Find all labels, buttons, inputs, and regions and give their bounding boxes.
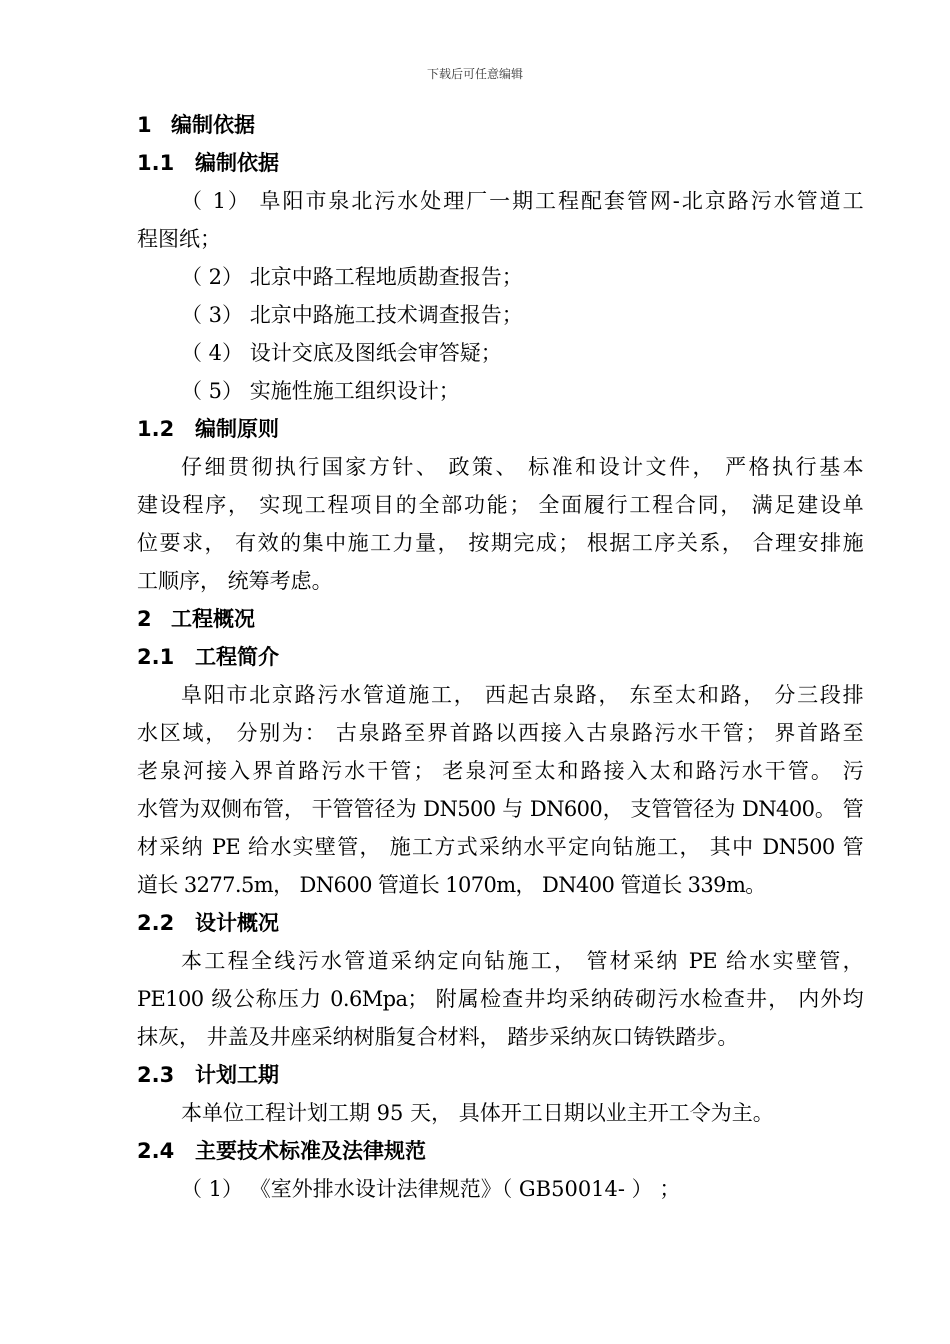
section-number: 2 [137, 607, 152, 631]
document-body [137, 106, 863, 1208]
paragraph-line: 工顺序， 统筹考虑。 [137, 569, 333, 593]
section-number: 1 [137, 113, 152, 137]
paragraph-line: 本单位工程计划工期 95 天， 具体开工日期以业主开工令为主。 [181, 1101, 774, 1125]
paragraph-line: 阜阳市北京路污水管道施工， 西起古泉路， 东至太和路， 分三段排 [181, 683, 863, 707]
paragraph-line: 位要求， 有效的集中施工力量， 按期完成； 根据工序关系， 合理安排施 [137, 531, 863, 555]
section-title: 工程简介 [195, 645, 279, 669]
section-number: 1.1 [137, 151, 175, 175]
paragraph-line: 水管为双侧布管， 干管管径为 DN500 与 DN600， 支管管径为 DN400。 管 [137, 797, 863, 821]
section-heading-1-2 [137, 410, 863, 448]
section-title: 编制原则 [195, 417, 279, 441]
paragraph-line: 材采纳 PE 给水实壁管， 施工方式采纳水平定向钻施工， 其中 DN500 管 [137, 835, 863, 859]
section-heading-1-1 [137, 144, 863, 182]
section-number: 1.2 [137, 417, 175, 441]
section-heading-2-2 [137, 904, 863, 942]
section-heading-2-1 [137, 638, 863, 676]
list-item: （ 3） 北京中路施工技术调查报告； [181, 303, 523, 327]
list-item: （ 1） 《室外排水设计法律规范》（ GB50014- ） ； [181, 1177, 681, 1201]
list-item: （ 1） 阜阳市泉北污水处理厂一期工程配套管网-北京路污水管道工 [181, 189, 863, 213]
section-number: 2.1 [137, 645, 175, 669]
section-heading-2-3 [137, 1056, 863, 1094]
paragraph-line: 抹灰， 井盖及井座采纳树脂复合材料， 踏步采纳灰口铸铁踏步。 [137, 1025, 739, 1049]
section-number: 2.4 [137, 1139, 175, 1163]
paragraph-line: 建设程序， 实现工程项目的全部功能； 全面履行工程合同， 满足建设单 [137, 493, 863, 517]
page-header-note: 下载后可任意编辑 [426, 67, 523, 81]
paragraph-line: 本工程全线污水管道采纳定向钻施工， 管材采纳 PE 给水实壁管， [181, 949, 863, 973]
paragraph-line: 道长 3277.5m， DN600 管道长 1070m， DN400 管道长 339m。 [137, 873, 766, 897]
section-title: 计划工期 [195, 1063, 279, 1087]
paragraph-line: 老泉河接入界首路污水干管； 老泉河至太和路接入太和路污水干管。 污 [137, 759, 863, 783]
section-heading-2-4 [137, 1132, 863, 1170]
section-number: 2.2 [137, 911, 175, 935]
section-title: 设计概况 [195, 911, 279, 935]
section-heading-1 [137, 106, 863, 144]
list-item: （ 2） 北京中路工程地质勘查报告； [181, 265, 523, 289]
section-heading-2 [137, 600, 863, 638]
list-item: （ 4） 设计交底及图纸会审答疑； [181, 341, 502, 365]
paragraph-line: 水区域， 分别为： 古泉路至界首路以西接入古泉路污水干管； 界首路至 [137, 721, 863, 745]
list-item: （ 5） 实施性施工组织设计； [181, 379, 460, 403]
section-title: 工程概况 [171, 607, 255, 631]
section-title: 编制依据 [171, 113, 255, 137]
paragraph-line: 仔细贯彻执行国家方针、 政策、 标准和设计文件， 严格执行基本 [181, 455, 863, 479]
section-title: 编制依据 [195, 151, 279, 175]
section-title: 主要技术标准及法律规范 [195, 1139, 426, 1163]
paragraph-line: PE100 级公称压力 0.6Mpa； 附属检查井均采纳砖砌污水检查井， 内外均 [137, 987, 863, 1011]
section-number: 2.3 [137, 1063, 175, 1087]
list-item-continuation: 程图纸； [137, 227, 221, 251]
